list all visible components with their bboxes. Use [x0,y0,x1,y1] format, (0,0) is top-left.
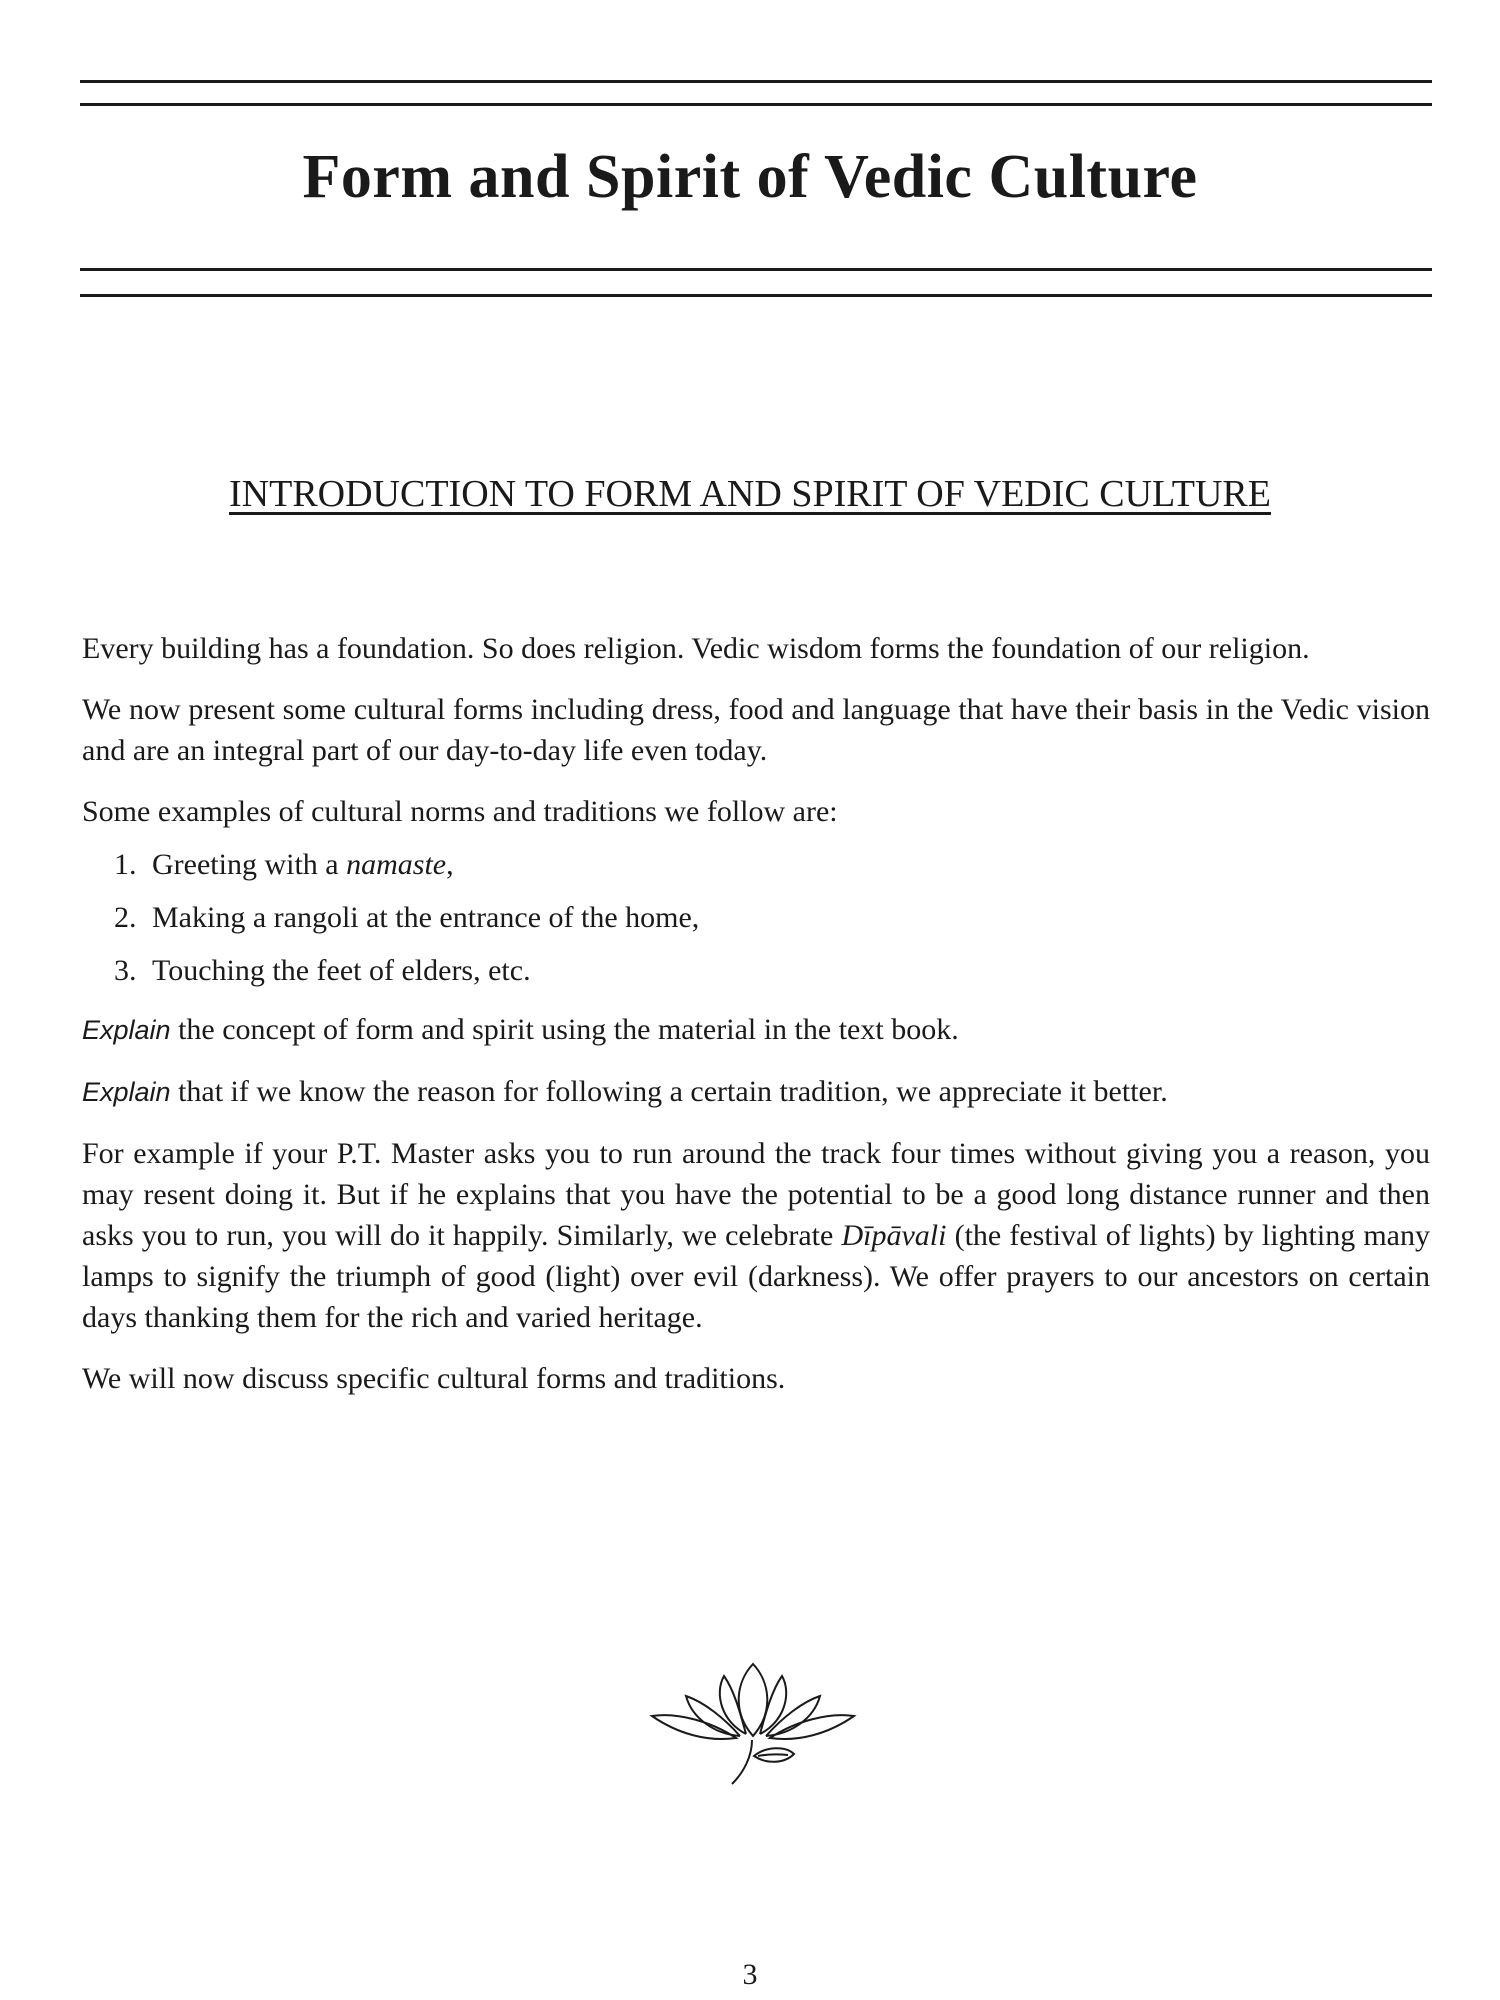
list-item: 1. Greeting with a namaste, [144,844,1430,885]
lotus-icon [648,1656,858,1786]
page-title: Form and Spirit of Vedic Culture [302,143,1198,211]
title-rule-1 [80,268,1432,271]
paragraph-6: For example if your P.T. Master asks you to run around the track four times without giving you a reason, you may resent doing it. But if he explains that you have the potential to be a good long distance runner and then asks you to run, you will do it happily. Similarly, we celebrate Dīpāvali (the festival of lights) by lighting many lamps to signify the triumph of good (light) over evil (darkness). We offer prayers to our ancestors on certain days thanking them for the rich and varied heritage. [82,1137,1431,1334]
paragraph-5: Explain that if we know the reason for following a certain tradition, we appreciate it better. [82,1075,1168,1108]
list-item: 2. Making a rangoli at the entrance of the home, [144,897,1430,938]
top-rule-1 [80,80,1432,83]
paragraph-7: We will now discuss specific cultural forms and traditions. [82,1362,786,1395]
paragraph-1: Every building has a foundation. So does religion. Vedic wisdom forms the foundation of our religion. [82,632,1310,665]
list-item: 3. Touching the feet of elders, etc. [144,950,1430,991]
body-text [82,628,1430,1419]
paragraph-2: We now present some cultural forms including dress, food and language that have their basis in the Vedic vision and are an integral part of our day-to-day life even today. [82,693,1430,767]
title-rule-2 [80,294,1432,297]
page-number: 3 [742,1958,758,1991]
section-heading: INTRODUCTION TO FORM AND SPIRIT OF VEDIC CULTURE [229,473,1271,515]
top-rule-2 [80,103,1432,106]
paragraph-4: Explain the concept of form and spirit using the material in the text book. [82,1013,959,1046]
examples-list [82,844,1430,991]
paragraph-3: Some examples of cultural norms and traditions we follow are: [82,795,838,828]
